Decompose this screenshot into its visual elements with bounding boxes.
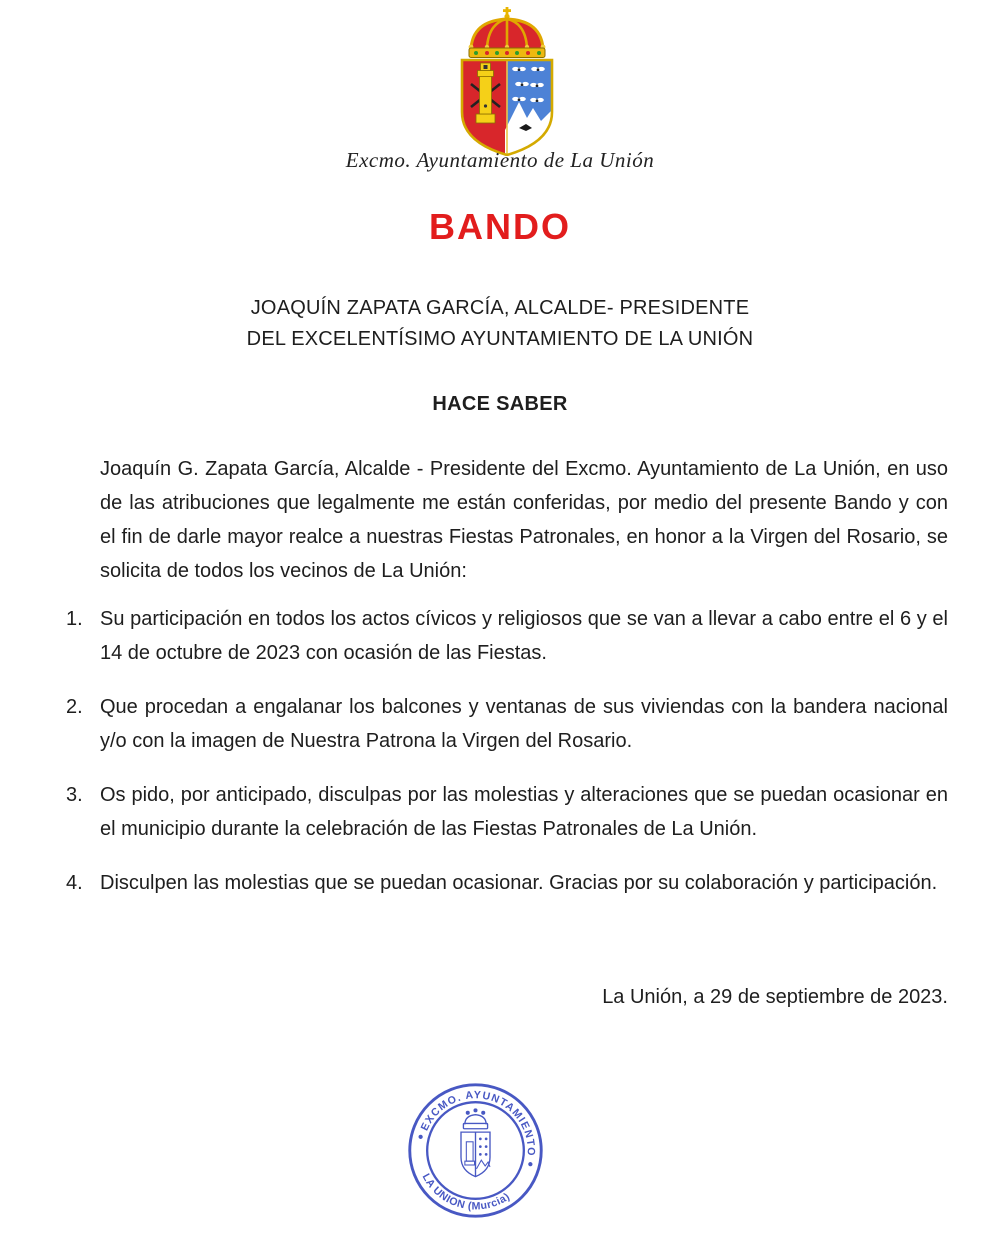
document-title: BANDO — [429, 206, 571, 247]
seal-top-text: EXCMO. AYUNTAMIENTO — [418, 1089, 537, 1157]
item-number: 1. — [66, 608, 83, 630]
item-text: Os pido, por anticipado, disculpas por las molestias y alteraciones que se puedan ocasionar en el municipio durante la celebración de las Fiestas Patronales de La Unión. — [100, 784, 948, 840]
list-item-2 — [66, 690, 948, 758]
intro-paragraph: Joaquín G. Zapata García, Alcalde - Presidente del Excmo. Ayuntamiento de La Unión, en uso de las atribuciones que legalmente me están conferidas, por medio del presente Bando y con el fin de darle mayor realce a nuestras Fiestas Patronales, en honor a la Virgen del Rosario, se solicita de todos los vecinos de La Unión: — [100, 458, 948, 582]
svg-text:EXCMO. AYUNTAMIENTO — [418, 1078, 548, 1159]
items-list — [66, 602, 948, 920]
item-text: Que procedan a engalanar los balcones y ventanas de sus viviendas con la bandera nacional y/o con la imagen de Nuestra Patrona la Virgen del Rosario. — [100, 696, 948, 752]
issuer-heading-line2: DEL EXCELENTÍSIMO AYUNTAMIENTO DE LA UNIÓN — [246, 328, 754, 350]
hace-saber-heading: HACE SABER — [432, 393, 568, 415]
seal-graphic — [403, 1078, 548, 1223]
coat-of-arms — [447, 6, 567, 156]
item-number: 4. — [66, 872, 83, 894]
list-item-4 — [66, 866, 948, 900]
issuer-heading-line1: JOAQUÍN ZAPATA GARCÍA, ALCALDE- PRESIDENTE — [250, 297, 750, 319]
item-text: Disculpen las molestias que se puedan ocasionar. Gracias por su colaboración y participación. — [100, 872, 938, 894]
official-seal-stamp — [403, 1078, 548, 1223]
list-item-3 — [66, 778, 948, 846]
issuer-heading — [0, 293, 1000, 355]
dateline: La Unión, a 29 de septiembre de 2023. — [602, 986, 948, 1008]
crest-caption: Excmo. Ayuntamiento de La Unión — [345, 148, 655, 172]
item-number: 3. — [66, 784, 83, 806]
item-text: Su participación en todos los actos cívicos y religiosos que se van a llevar a cabo entre el 6 y el 14 de octubre de 2023 con ocasión de las Fiestas. — [100, 608, 948, 664]
coat-of-arms-graphic — [447, 6, 567, 156]
seal-crest — [461, 1109, 490, 1177]
seal-bottom-text: LA UNION (Murcia) — [419, 1171, 513, 1213]
list-item-1 — [66, 602, 948, 670]
item-number: 2. — [66, 696, 83, 718]
